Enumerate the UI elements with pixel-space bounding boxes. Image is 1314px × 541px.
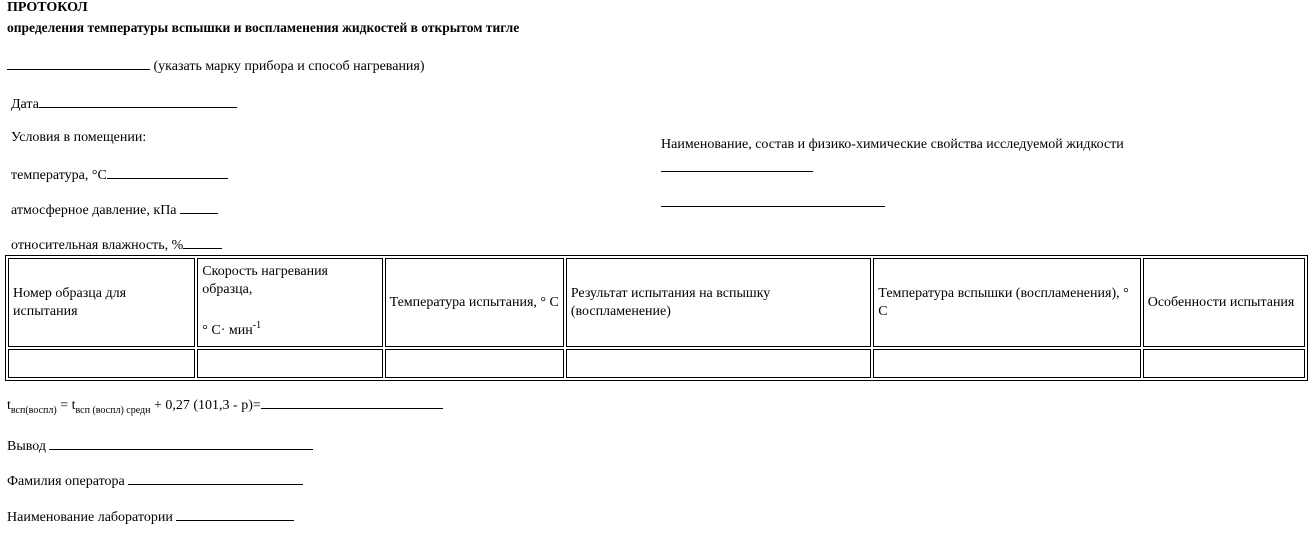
formula-sub1: всп(воспл) <box>10 405 57 416</box>
date-line <box>11 94 237 113</box>
humidity-line <box>11 235 222 254</box>
operator-line <box>7 471 303 490</box>
table-header-row <box>8 258 1305 347</box>
lab-line <box>7 507 294 526</box>
conclusion-blank[interactable] <box>49 436 313 450</box>
operator-label: Фамилия оператора <box>7 474 125 489</box>
date-blank[interactable] <box>39 94 237 108</box>
col-test-temperature: Температура испытания, ° С <box>385 258 564 347</box>
heating-rate-exponent: -1 <box>252 320 262 331</box>
heating-rate-unit: ° С· мин <box>202 323 253 338</box>
formula-eq: = t <box>56 398 76 413</box>
col-flash-result: Результат испытания на вспышку (воспламенение) <box>566 258 871 347</box>
lab-label: Наименование лаборатории <box>7 510 173 525</box>
results-table <box>5 255 1308 381</box>
table-cell[interactable] <box>385 349 564 378</box>
device-hint: (указать марку прибора и способ нагревания) <box>153 59 425 74</box>
temperature-line <box>11 165 228 184</box>
lab-blank[interactable] <box>176 507 294 521</box>
formula-blank[interactable] <box>261 395 443 409</box>
temperature-blank[interactable] <box>107 165 228 179</box>
humidity-blank[interactable] <box>183 235 222 249</box>
formula-t1: t <box>7 398 11 413</box>
conclusion-line <box>7 436 313 455</box>
pressure-label: атмосферное давление, кПа <box>11 203 177 218</box>
col-test-notes: Особенности испытания <box>1143 258 1305 347</box>
formula-sub2: всп (воспл) средн <box>75 405 151 416</box>
temperature-label: температура, °С <box>11 168 107 183</box>
col-sample-number: Номер образца для испытания <box>8 258 195 347</box>
conditions-label: Условия в помещении: <box>11 130 147 145</box>
protocol-subtitle: определения температуры вспышки и воспламенения жидкостей в открытом тигле <box>7 20 520 35</box>
table-cell[interactable] <box>873 349 1140 378</box>
date-label: Дата <box>11 97 39 112</box>
table-cell[interactable] <box>197 349 382 378</box>
protocol-title: ПРОТОКОЛ <box>7 0 88 15</box>
col-heating-rate-label: Скорость нагревания образца, <box>202 264 329 297</box>
device-blank[interactable] <box>7 56 150 70</box>
formula-rest: + 0,27 (101,3 - p)= <box>150 398 261 413</box>
formula-line <box>7 395 443 419</box>
table-cell[interactable] <box>566 349 871 378</box>
device-line <box>7 56 425 75</box>
pressure-line <box>11 200 218 219</box>
pressure-blank[interactable] <box>180 200 218 214</box>
conclusion-label: Вывод <box>7 439 46 454</box>
liquid-blank-1[interactable] <box>661 171 813 172</box>
table-row <box>8 349 1305 378</box>
operator-blank[interactable] <box>128 471 303 485</box>
liquid-label: Наименование, состав и физико-химические свойства исследуемой жидкости <box>661 137 1124 152</box>
col-flash-temperature: Температура вспышки (воспламенения), ° С <box>873 258 1140 347</box>
humidity-label: относительная влажность, % <box>11 238 184 253</box>
col-heating-rate-unit <box>202 317 377 340</box>
col-heating-rate <box>197 258 382 347</box>
table-cell[interactable] <box>1143 349 1305 378</box>
liquid-blank-2[interactable] <box>661 206 885 207</box>
table-cell[interactable] <box>8 349 195 378</box>
